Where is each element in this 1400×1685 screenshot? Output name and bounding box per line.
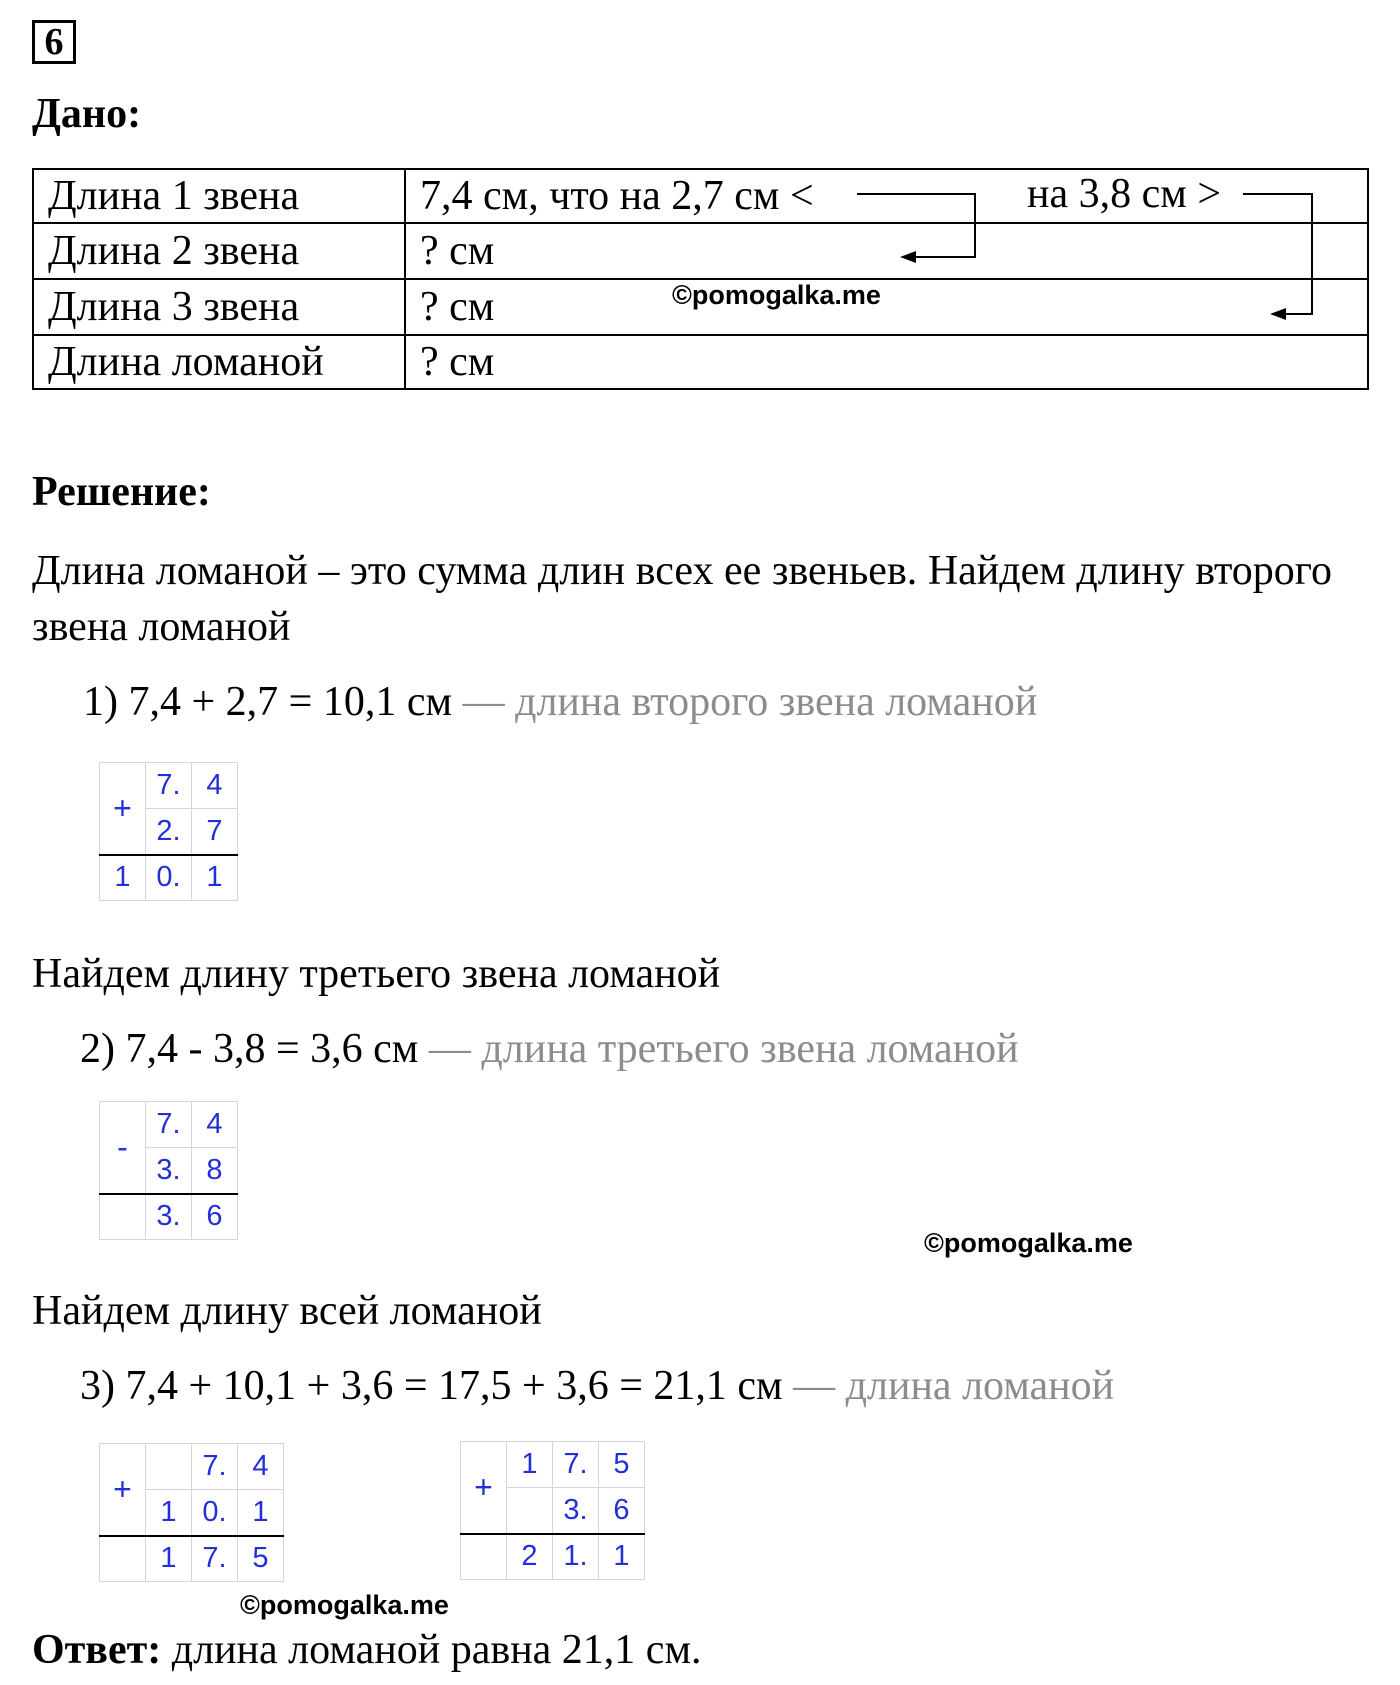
- calc-result-cell: 1: [100, 855, 146, 901]
- calc-result-cell: 3.: [146, 1194, 192, 1240]
- calc-cell: 8: [192, 1148, 238, 1194]
- step-1-note: — длина второго звена ломаной: [462, 679, 1038, 725]
- calc-cell: 4: [192, 1102, 238, 1148]
- calc-cell: 4: [238, 1444, 284, 1490]
- step-1-expression: 1) 7,4 + 2,7 = 10,1 см: [83, 679, 453, 725]
- solution-intro: Длина ломаной – это сумма длин всех ее звеньев. Найдем длину второго звена ломаной: [32, 548, 1332, 650]
- step-1: [83, 677, 1037, 727]
- calc-result-cell: 1.: [553, 1534, 599, 1580]
- solution-text-2: Найдем длину третьего звена ломаной: [32, 951, 721, 997]
- calc-result-cell: 1: [599, 1534, 645, 1580]
- watermark-3: ©pomogalka.me: [240, 1590, 449, 1620]
- given-value-4: ? см: [405, 335, 1368, 389]
- calc-cell: 7.: [146, 1102, 192, 1148]
- calc-cell: 7.: [553, 1442, 599, 1488]
- comparison-arrows: [0, 0, 1400, 400]
- calc-cell: 6: [599, 1488, 645, 1534]
- step-3-note: — длина ломаной: [793, 1363, 1115, 1409]
- calc-cell: 5: [599, 1442, 645, 1488]
- step-2-expression: 2) 7,4 - 3,8 = 3,6 см: [80, 1026, 419, 1072]
- given-extra-text: на 3,8 см >: [1027, 171, 1222, 217]
- given-label-2: Длина 2 звена: [33, 223, 405, 279]
- calc-result-cell: 1: [192, 855, 238, 901]
- column-calc-4: [460, 1441, 645, 1580]
- watermark-1: ©pomogalka.me: [672, 280, 881, 310]
- given-value-3: ? см: [405, 279, 1368, 335]
- given-label-4: Длина ломаной: [33, 335, 405, 389]
- calc-result-cell: 0.: [146, 855, 192, 901]
- answer-label: Ответ:: [32, 1627, 162, 1673]
- given-label-1: Длина 1 звена: [33, 169, 405, 223]
- calc-cell: 1: [238, 1490, 284, 1536]
- calc-cell: 3.: [146, 1148, 192, 1194]
- step-3-expression: 3) 7,4 + 10,1 + 3,6 = 17,5 + 3,6 = 21,1 см: [80, 1363, 783, 1409]
- column-calc-2: [99, 1101, 238, 1240]
- calc-cell: 1: [146, 1490, 192, 1536]
- calc-result-cell: 5: [238, 1536, 284, 1582]
- calc-cell: 2.: [146, 809, 192, 855]
- answer: [32, 1626, 702, 1674]
- step-2: [80, 1024, 1019, 1074]
- calc-cell: [146, 1444, 192, 1490]
- given-heading: Дано:: [32, 91, 142, 137]
- arrow-to-link-3: [1243, 194, 1312, 314]
- solution-text-3: Найдем длину всей ломаной: [32, 1288, 542, 1334]
- calc-result-cell: [100, 1194, 146, 1240]
- calc-3-operator: +: [100, 1444, 146, 1536]
- step-3: [80, 1361, 1114, 1411]
- calc-cell: 7.: [192, 1444, 238, 1490]
- calc-result-cell: 6: [192, 1194, 238, 1240]
- calc-4-operator: +: [461, 1442, 507, 1534]
- watermark-2: ©pomogalka.me: [924, 1228, 1133, 1258]
- given-value-2: ? см: [405, 223, 1368, 279]
- arrow-head-link-2: [900, 251, 916, 263]
- calc-1-operator: +: [100, 763, 146, 855]
- calc-2-operator: -: [100, 1102, 146, 1194]
- given-label-3: Длина 3 звена: [33, 279, 405, 335]
- calc-cell: 4: [192, 763, 238, 809]
- calc-cell: 1: [507, 1442, 553, 1488]
- column-calc-1: [99, 762, 238, 901]
- given-value-1-text: 7,4 см, что на 2,7 см <: [420, 173, 814, 219]
- task-number: 6: [32, 20, 76, 64]
- column-calc-3: [99, 1443, 284, 1582]
- arrow-to-link-2: [857, 194, 975, 257]
- answer-text: длина ломаной равна 21,1 см.: [171, 1627, 702, 1673]
- calc-result-cell: [461, 1534, 507, 1580]
- calc-cell: 0.: [192, 1490, 238, 1536]
- calc-cell: 7: [192, 809, 238, 855]
- arrow-head-link-3: [1270, 308, 1286, 320]
- calc-cell: 7.: [146, 763, 192, 809]
- calc-cell: 3.: [553, 1488, 599, 1534]
- step-2-note: — длина третьего звена ломаной: [428, 1026, 1019, 1072]
- calc-result-cell: 2: [507, 1534, 553, 1580]
- calc-result-cell: 1: [146, 1536, 192, 1582]
- solution-heading: Решение:: [32, 469, 211, 515]
- calc-result-cell: 7.: [192, 1536, 238, 1582]
- calc-cell: [507, 1488, 553, 1534]
- calc-result-cell: [100, 1536, 146, 1582]
